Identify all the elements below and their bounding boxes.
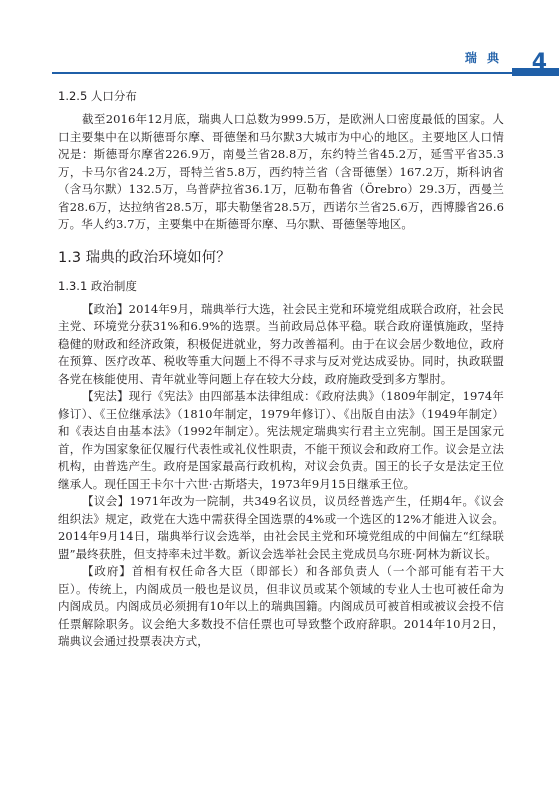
heading-1-3: 1.3 瑞典的政治环境如何？ (58, 249, 231, 266)
paragraph-population: 截至2016年12月底，瑞典人口总数为999.5万，是欧洲人口密度最低的国家。人口主要集中在以斯德哥尔摩、哥德堡和马尔默3大城市为中心的地区。主要地区人口情况是：斯德哥尔摩省226.9万，南曼兰省28.8万，东约特兰省45.2万，延雪平省35.3万，卡马尔省24.2万，哥特兰省5.8万，西约特兰省（含哥德堡）167.2万，斯科讷省（含马尔默）132.5万，乌普萨拉省36.1万，厄勒布鲁省（Örebro）29.3万，西曼兰省28.6万，达拉纳省28.5万，耶夫勒堡省28.5万，西诺尔兰省25.6万，西博滕省26.6万。华人约3.7万，主要集中在斯德哥尔摩、马尔默、哥德堡等地区。 (58, 112, 504, 231)
page-number: 4 (531, 50, 547, 75)
paragraph-constitution: 【宪法】现行《宪法》由四部基本法律组成：《政府法典》（1809年制定，1974年修订）、《王位继承法》（1810年制定，1979年修订）、《出版自由法》（1949年制定）和《表达自由基本法》（1992年制定）。宪法规定瑞典实行君主立宪制。国王是国家元首，作为国家象征仅履行代表性或礼仪性职责，不能干预议会和政府工作。议会是立法机构，由普选产生。政府是国家最高行政机构，对议会负责。国王的长子女是法定王位继承人。现任国王卡尔十六世·古斯塔夫，1973年9月15日继承王位。 (58, 389, 504, 491)
page-content (58, 82, 504, 651)
paragraph-parliament: 【议会】1971年改为一院制，共349名议员，议员经普选产生，任期4年。《议会组织法》规定，政党在大选中需获得全国选票的4%或一个选区的12%才能进入议会。2014年9月14日，瑞典举行议会选举，由社会民主党和环境党组成的中间偏左“红绿联盟”最终获胜，但支持率未过半数。新议会选举社会民主党成员乌尔班·阿林为新议长。 (58, 494, 504, 561)
heading-1-3-1: 1.3.1 政治制度 (58, 278, 137, 293)
paragraph-government: 【政府】首相有权任命各大臣（即部长）和各部负责人（一个部可能有若干大臣）。传统上，内阁成员一般也是议员，但非议员或某个领域的专业人士也可被任命为内阁成员。内阁成员必须拥有10年以上的瑞典国籍。内阁成员可被首相或被议会投不信任票解除职务。议会绝大多数投不信任票也可导致整个政府辞职。2014年10月2日，瑞典议会通过投票表决方式， (58, 564, 504, 648)
header-rule (52, 72, 512, 74)
running-title: 瑞 典 (464, 51, 502, 65)
heading-1-2-5: 1.2.5 人口分布 (58, 89, 137, 103)
paragraph-politics: 【政治】2014年9月，瑞典举行大选，社会民主党和环境党组成联合政府，社会民主党、环境党分获31%和6.9%的选票。当前政局总体平稳。联合政府谨慎施政，坚持稳健的财政和经济政策，积极促进就业，努力改善福利。由于在议会居少数地位，政府在预算、医疗改革、税收等重大问题上不得不寻求与反对党达成妥协。同时，执政联盟各党在核能使用、青年就业等问题上存在较大分歧，政府施政受到多方掣肘。 (58, 301, 504, 386)
